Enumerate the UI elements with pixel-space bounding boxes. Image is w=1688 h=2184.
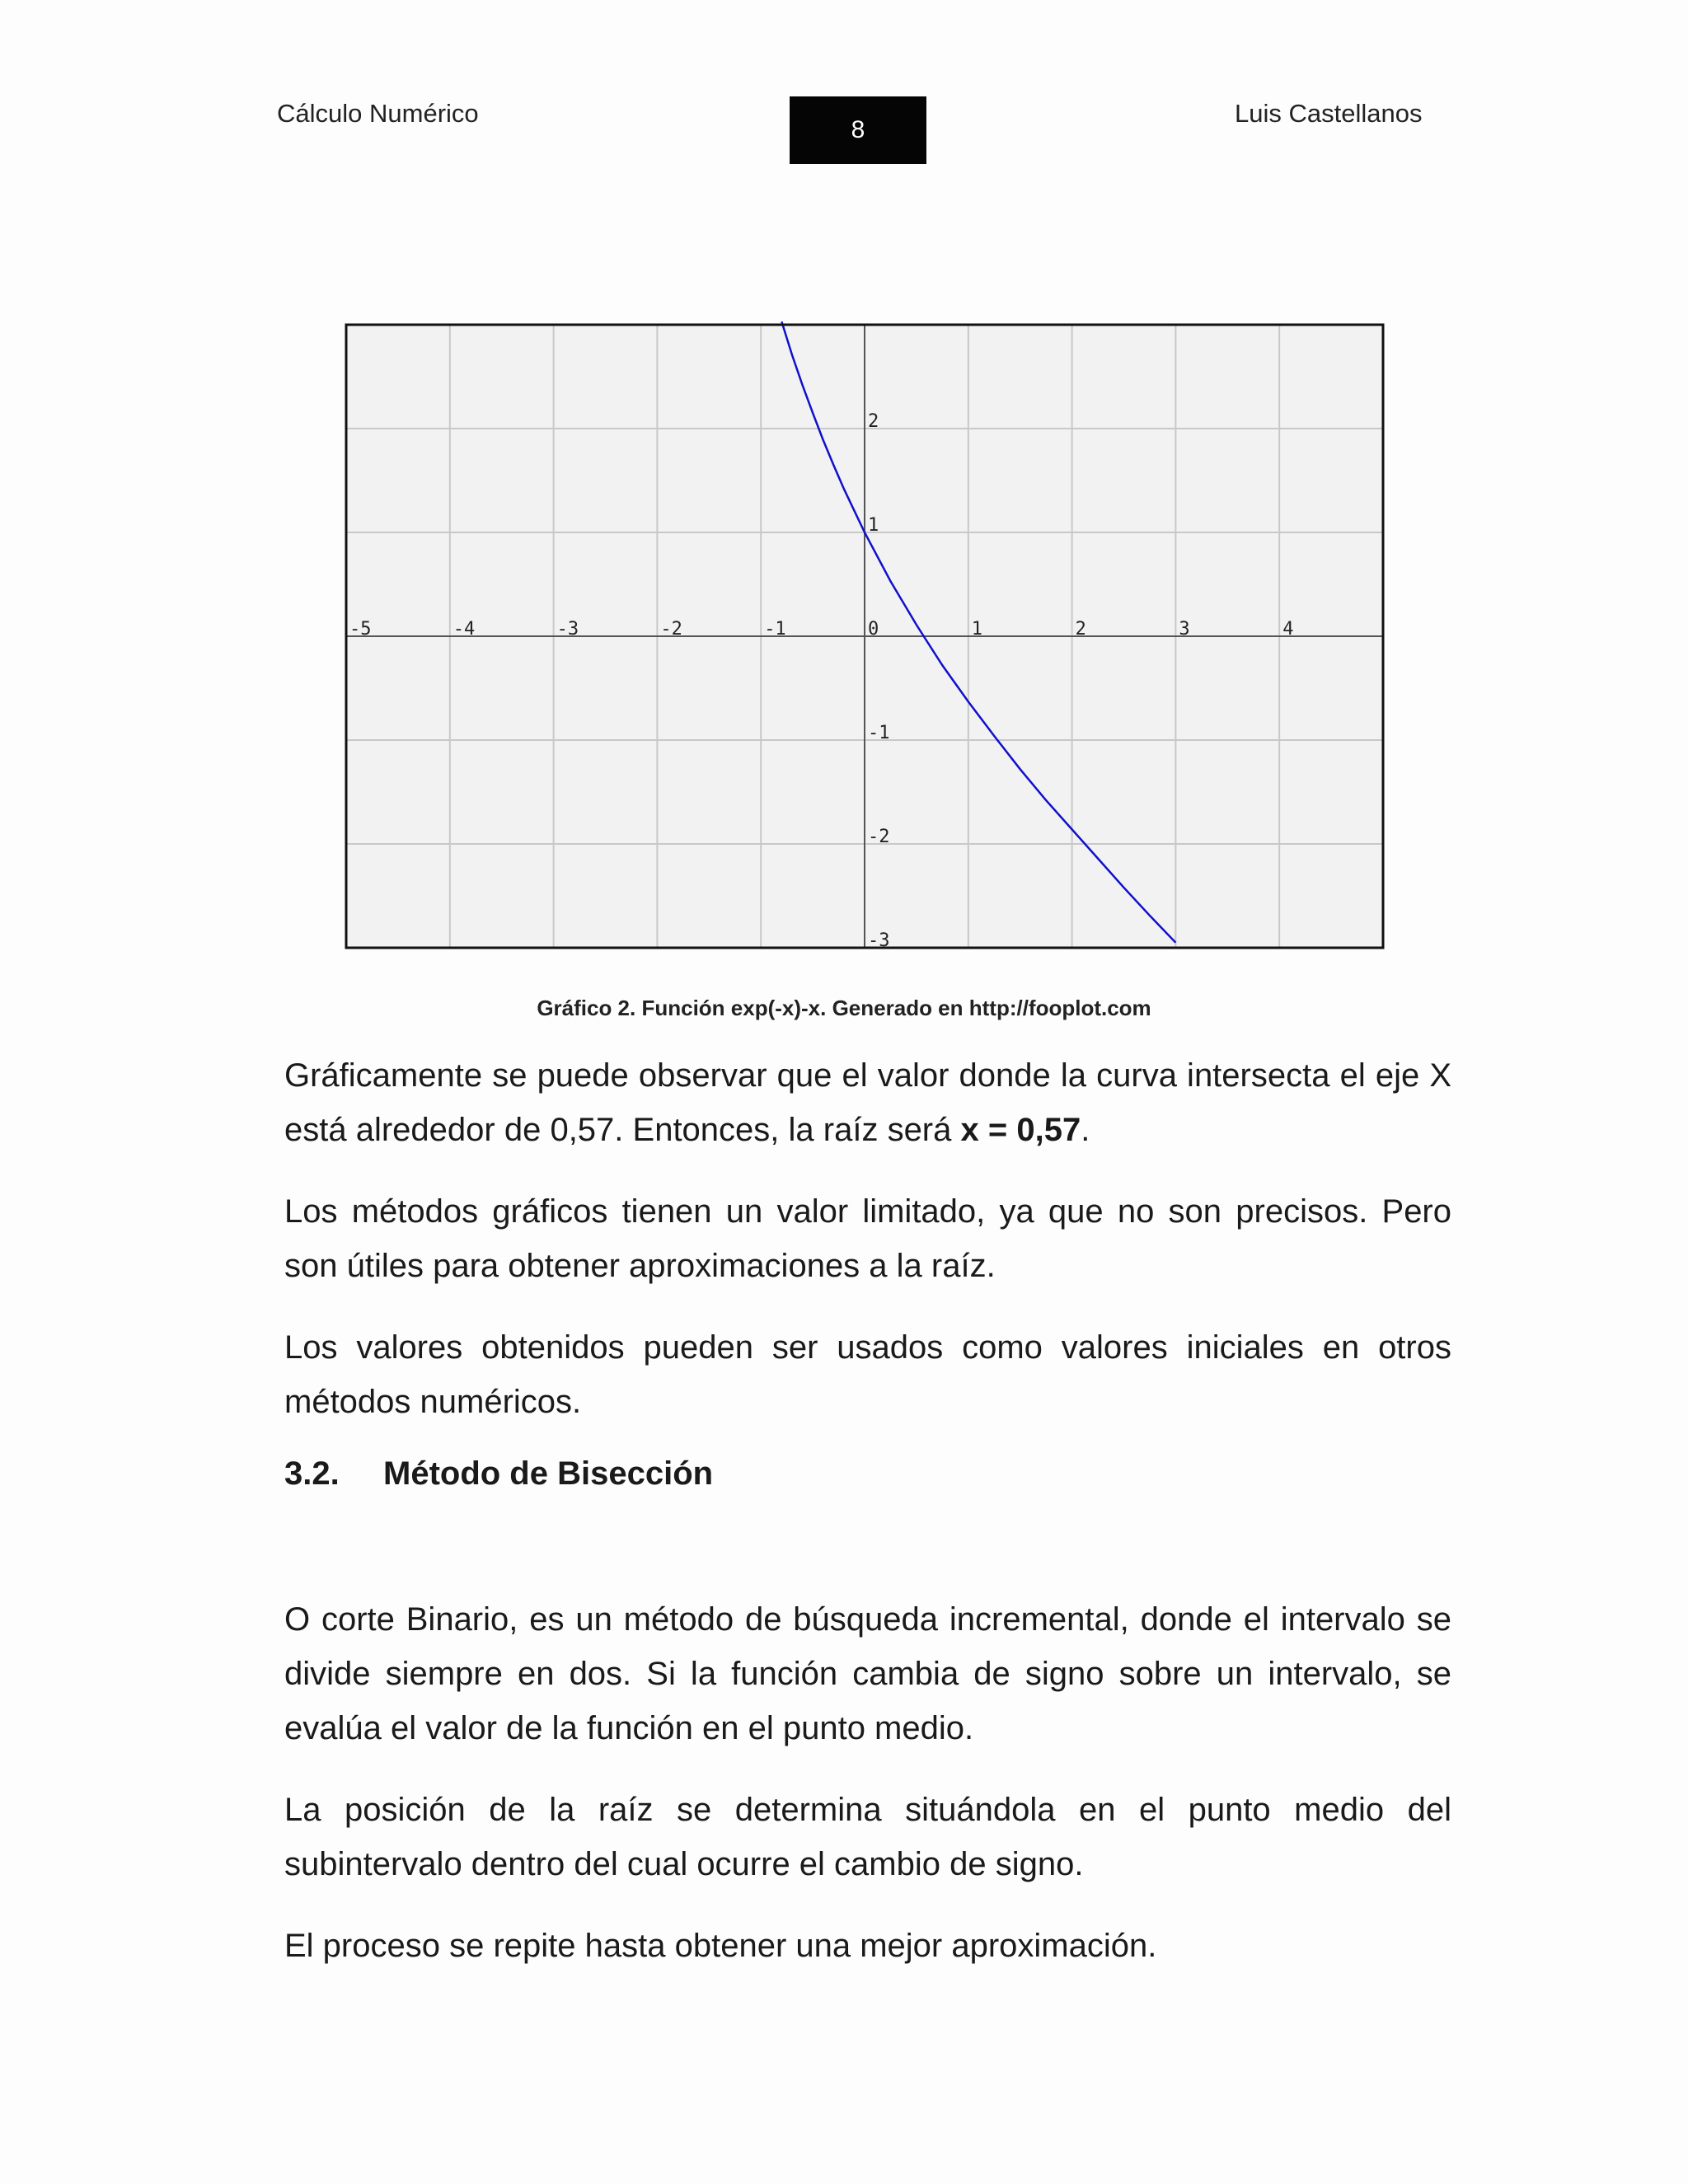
x-tick-label: 4 [1282,619,1294,640]
section-number: 3.2. [284,1455,340,1492]
section-title: Método de Bisección [383,1455,714,1492]
x-tick-label: -1 [764,619,786,640]
paragraph-initial-values: Los valores obtenidos pueden ser usados como valores iniciales en otros métodos numéricos. [284,1329,1451,1420]
paragraph-root-estimate-end: . [1081,1112,1090,1148]
x-tick-label: -5 [349,619,372,640]
y-tick-label: -2 [868,827,890,847]
x-tick-label: -3 [556,619,579,640]
header-right: Luis Castellanos [1235,99,1423,128]
x-tick-label: 1 [971,619,983,640]
figure-caption: Gráfico 2. Función exp(-x)-x. Generado en http://fooplot.com [537,996,1151,1020]
x-tick-label: -2 [660,619,682,640]
x-tick-label: 2 [1075,619,1086,640]
y-tick-label: 2 [868,411,879,432]
paragraph-root-estimate [284,1048,1451,1157]
paragraph-graphical-limits: Los métodos gráficos tienen un valor limitado, ya que no son precisos. Pero son útiles para obtener aproximaciones a la raíz. [284,1193,1451,1284]
y-tick-label: -1 [868,723,890,743]
section-heading [284,1455,713,1493]
x-tick-label: 0 [868,619,879,640]
x-tick-label: -4 [452,619,476,640]
paragraph-bisection-definition: O corte Binario, es un método de búsqueda incremental, donde el intervalo se divide siempre en dos. Si la función cambia de signo sobre un intervalo, se evalúa el valor de la función en el punto medio. [284,1601,1451,1746]
root-value: x = 0,57 [960,1112,1081,1148]
x-tick-label: 3 [1179,619,1190,640]
paragraph-root-position: La posición de la raíz se determina situándola en el punto medio del subintervalo dentro del cual ocurre el cambio de signo. [284,1792,1451,1882]
y-tick-label: 1 [868,515,879,536]
header-left: Cálculo Numérico [277,99,479,128]
paragraph-root-estimate-text: Gráficamente se puede observar que el valor donde la curva intersecta el eje X está alrededor de 0,57. Entonces, la raíz será [284,1057,1451,1148]
page-number-badge: 8 [790,96,926,164]
function-plot [345,321,1386,964]
paragraph-repeat: El proceso se repite hasta obtener una mejor aproximación. [284,1928,1157,1964]
y-tick-label: -3 [868,930,890,951]
